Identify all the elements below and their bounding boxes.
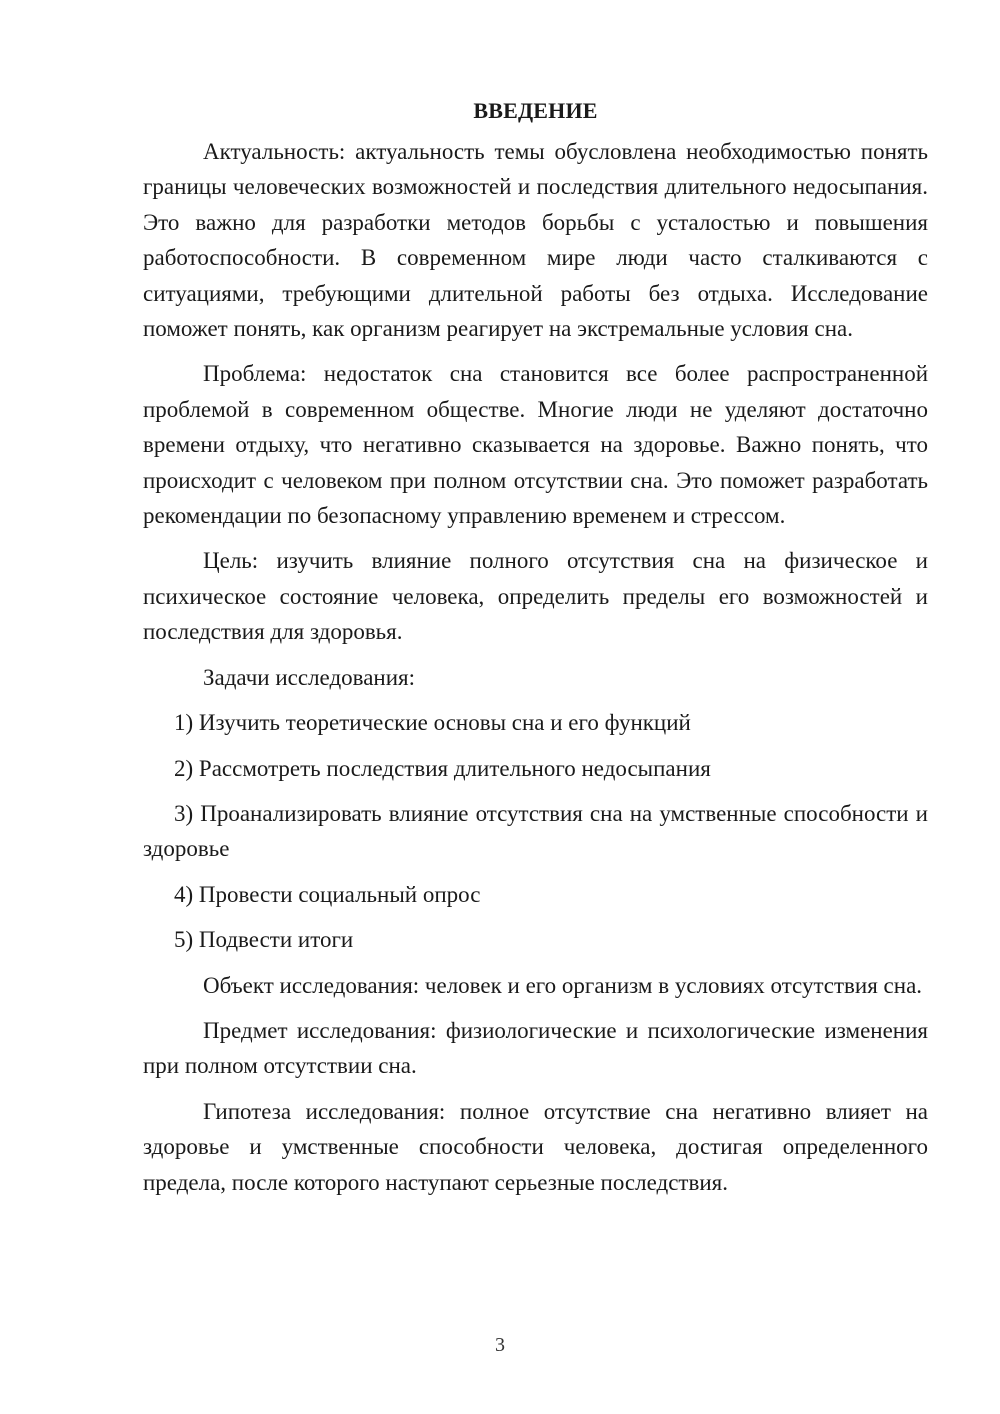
- task-item-3: 3) Проанализировать влияние отсутствия сна на умственные способности и здоровье: [143, 800, 928, 862]
- relevance-paragraph: Актуальность: актуальность темы обусловлена необходимостью понять границы человеческих возможностей и последствия длительного недосыпания. Это важно для разработки методов борьбы с усталостью и повышения работоспособности. В современном мире люди часто сталкиваются с ситуациями, требующими длительной работы без отдыха. Исследование поможет понять, как организм реагирует на экстремальные условия сна.: [143, 139, 928, 342]
- page-number: 3: [495, 1334, 505, 1356]
- page-title: ВВЕДЕНИЕ: [473, 98, 598, 123]
- task-item-5: 5) Подвести итоги: [174, 927, 354, 953]
- document-page: [143, 96, 928, 1200]
- object-paragraph: Объект исследования: человек и его организм в условиях отсутствия сна.: [203, 972, 923, 998]
- hypothesis-paragraph: Гипотеза исследования: полное отсутствие сна негативно влияет на здоровье и умственные способности человека, достигая определенного предела, после которого наступают серьезные последствия.: [143, 1098, 928, 1195]
- goal-paragraph: Цель: изучить влияние полного отсутствия сна на физическое и психическое состояние человека, определить пределы его возможностей и последствия для здоровья.: [143, 548, 928, 645]
- problem-paragraph: Проблема: недостаток сна становится все более распространенной проблемой в современном обществе. Многие люди не уделяют достаточно времени отдыху, что негативно сказывается на здоровье. Важно понять, что происходит с человеком при полном отсутствии сна. Это поможет разработать рекомендации по безопасному управлению временем и стрессом.: [143, 361, 928, 529]
- subject-paragraph: Предмет исследования: физиологические и психологические изменения при полном отсутствии сна.: [143, 1017, 928, 1079]
- tasks-heading: Задачи исследования:: [203, 664, 416, 690]
- task-item-1: 1) Изучить теоретические основы сна и его функций: [174, 710, 691, 736]
- task-item-4: 4) Провести социальный опрос: [174, 881, 481, 907]
- task-item-2: 2) Рассмотреть последствия длительного недосыпания: [174, 755, 711, 781]
